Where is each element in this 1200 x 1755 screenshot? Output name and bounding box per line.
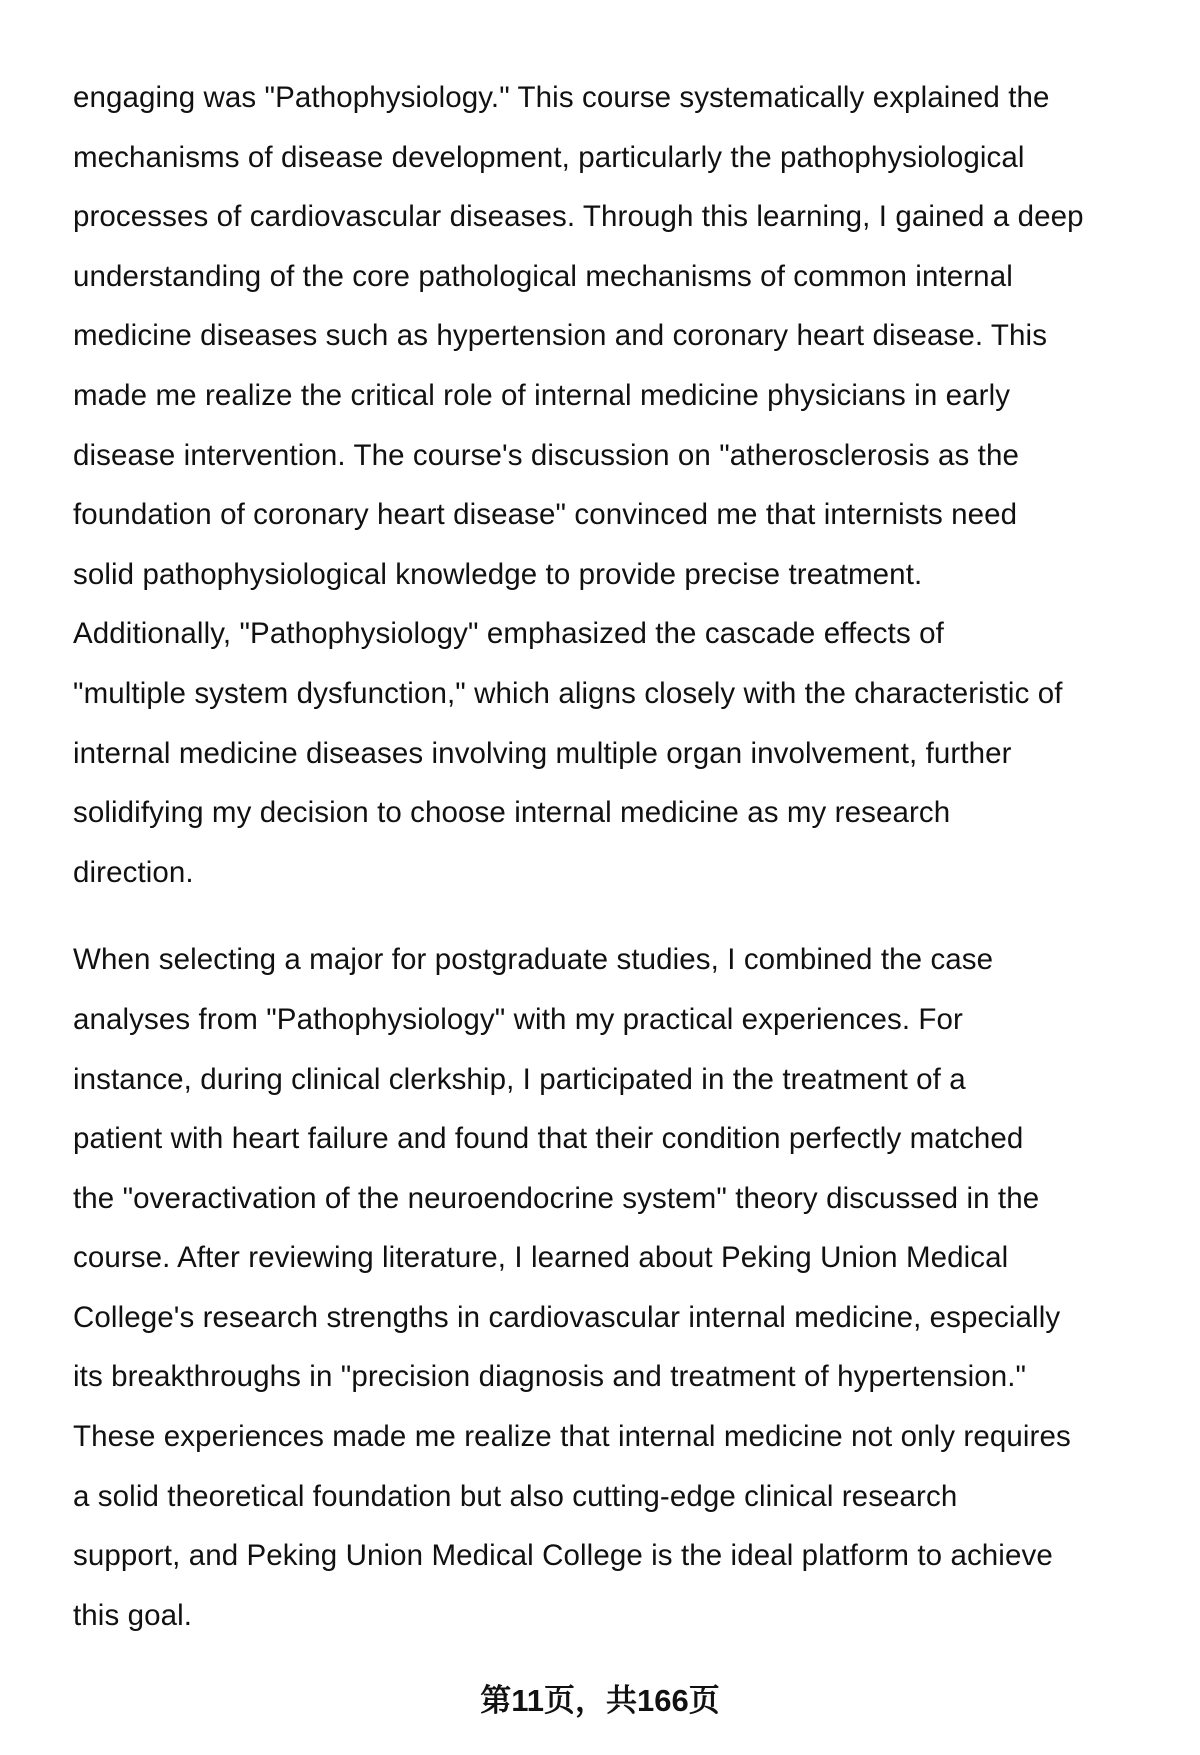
- text-line: a solid theoretical foundation but also cutting-edge clinical research: [73, 1479, 958, 1513]
- text-line: Additionally, "Pathophysiology" emphasized the cascade effects of: [73, 617, 944, 651]
- text-line: foundation of coronary heart disease" convinced me that internists need: [73, 498, 1018, 532]
- text-line: the "overactivation of the neuroendocrine system" theory discussed in the: [73, 1181, 1040, 1215]
- text-line: disease intervention. The course's discussion on "atherosclerosis as the: [73, 438, 1019, 472]
- text-line: medicine diseases such as hypertension and coronary heart disease. This: [73, 319, 1048, 353]
- text-line: solidifying my decision to choose internal medicine as my research: [73, 796, 951, 830]
- text-line: support, and Peking Union Medical College is the ideal platform to achieve: [73, 1539, 1053, 1573]
- paragraph: [73, 68, 1183, 902]
- text-line: understanding of the core pathological mechanisms of common internal: [73, 259, 1013, 293]
- text-line: mechanisms of disease development, particularly the pathophysiological: [73, 140, 1025, 174]
- text-line: this goal.: [73, 1598, 193, 1632]
- text-line: solid pathophysiological knowledge to provide precise treatment.: [73, 557, 923, 591]
- text-line: patient with heart failure and found that their condition perfectly matched: [73, 1122, 1024, 1156]
- text-line: direction.: [73, 855, 194, 889]
- text-line: its breakthroughs in "precision diagnosis and treatment of hypertension.": [73, 1360, 1027, 1394]
- text-line: "multiple system dysfunction," which aligns closely with the characteristic of: [73, 676, 1063, 710]
- paragraph: [73, 930, 1183, 1645]
- text-line: instance, during clinical clerkship, I participated in the treatment of a: [73, 1062, 966, 1096]
- text-line: When selecting a major for postgraduate studies, I combined the case: [73, 943, 994, 977]
- document-body: [73, 68, 1183, 1673]
- text-line: These experiences made me realize that internal medicine not only requires: [73, 1420, 1071, 1454]
- page-number-footer: 第11页，共166页: [480, 1683, 720, 1718]
- text-line: made me realize the critical role of internal medicine physicians in early: [73, 378, 1011, 412]
- text-line: course. After reviewing literature, I learned about Peking Union Medical: [73, 1241, 1009, 1275]
- text-line: College's research strengths in cardiovascular internal medicine, especially: [73, 1300, 1061, 1334]
- text-line: engaging was "Pathophysiology." This course systematically explained the: [73, 81, 1050, 114]
- text-line: processes of cardiovascular diseases. Through this learning, I gained a deep: [73, 200, 1084, 234]
- text-line: analyses from "Pathophysiology" with my practical experiences. For: [73, 1002, 963, 1036]
- text-line: internal medicine diseases involving multiple organ involvement, further: [73, 736, 1012, 770]
